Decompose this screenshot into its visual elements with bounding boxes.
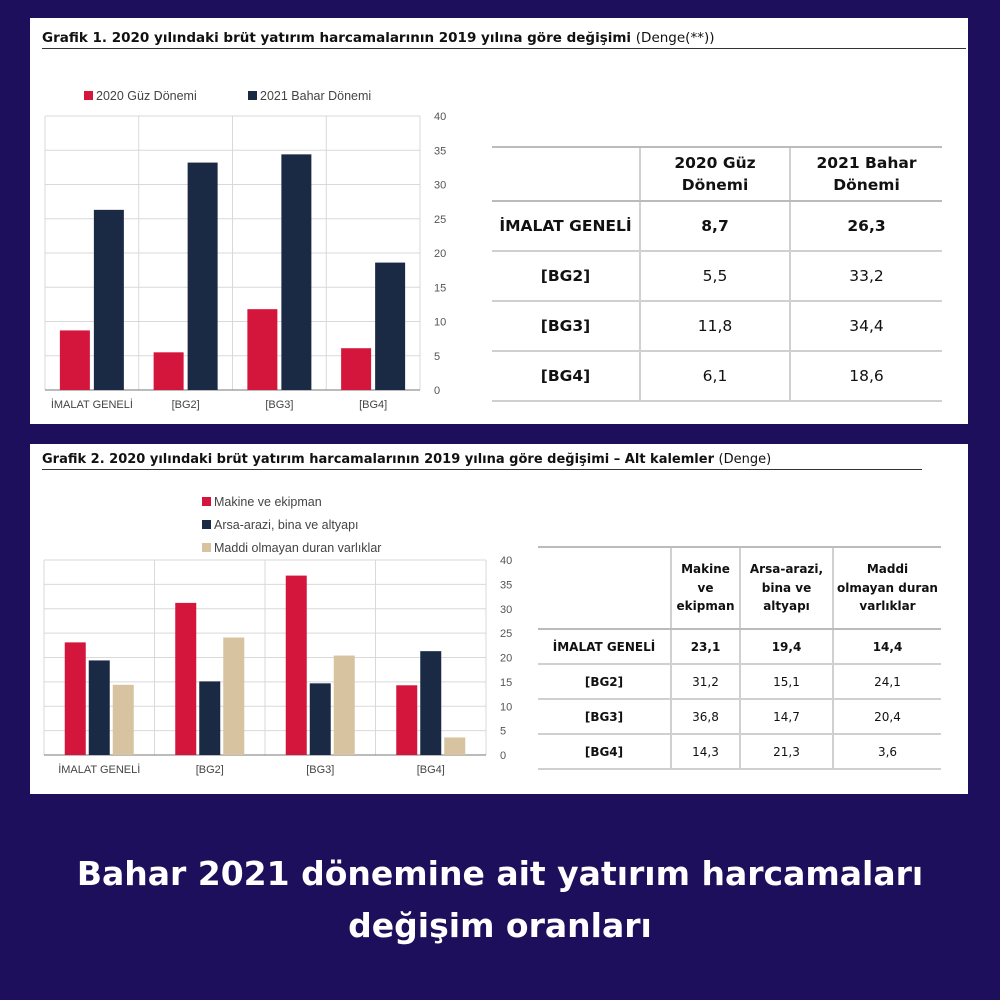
y-tick-label: 30	[434, 179, 447, 192]
y-tick-label: 35	[434, 145, 447, 158]
table-cell: 14,4	[833, 629, 941, 664]
x-tick-label: [BG3]	[265, 399, 294, 411]
row-label: [BG3]	[492, 301, 640, 351]
y-tick-label: 15	[500, 676, 513, 689]
table-row	[492, 201, 942, 251]
bar	[65, 642, 86, 755]
table-header: Maddi olmayan duran varlıklar	[833, 547, 941, 629]
y-tick-label: 5	[500, 725, 507, 738]
table-header-row	[492, 147, 942, 201]
row-label: [BG2]	[538, 664, 671, 699]
table-cell: 31,2	[671, 664, 740, 699]
table-cell: 3,6	[833, 734, 941, 769]
caption	[0, 848, 1000, 952]
row-label: İMALAT GENELİ	[538, 629, 671, 664]
table-row	[538, 629, 941, 664]
chart-panel-1	[30, 18, 968, 424]
x-tick-label: [BG4]	[359, 399, 388, 411]
x-tick-label: İMALAT GENELİ	[58, 764, 141, 776]
legend-swatch	[202, 543, 211, 552]
table-header-row	[538, 547, 941, 629]
table-cell: 23,1	[671, 629, 740, 664]
bar	[60, 330, 90, 390]
x-tick-label: İMALAT GENELİ	[50, 399, 133, 411]
y-tick-label: 15	[434, 282, 447, 295]
y-tick-label: 35	[500, 579, 513, 592]
bar	[113, 685, 134, 755]
bar	[334, 656, 355, 755]
legend-swatch	[84, 91, 93, 100]
bar	[154, 352, 184, 390]
table-cell: 24,1	[833, 664, 941, 699]
table-header-empty	[538, 547, 671, 629]
table-cell: 34,4	[790, 301, 942, 351]
row-label: [BG3]	[538, 699, 671, 734]
row-label: [BG4]	[538, 734, 671, 769]
table-header: 2021 Bahar Dönemi	[790, 147, 942, 201]
table-row	[538, 734, 941, 769]
y-tick-label: 10	[500, 701, 513, 714]
chart-panel-2	[30, 444, 968, 794]
table-cell: 26,3	[790, 201, 942, 251]
chart-2-title: Grafik 2. 2020 yılındaki brüt yatırım harcamalarının 2019 yılına göre değişimi – Alt kalemler (Denge)	[42, 452, 922, 470]
bar	[188, 163, 218, 390]
y-tick-label: 0	[500, 750, 507, 762]
chart-1-title: Grafik 1. 2020 yılındaki brüt yatırım harcamalarının 2019 yılına göre değişimi (Denge(**))	[42, 30, 966, 49]
bar	[375, 263, 405, 390]
row-label: [BG4]	[492, 351, 640, 401]
bar	[89, 660, 110, 755]
y-tick-label: 25	[500, 628, 513, 641]
legend-swatch	[202, 497, 211, 506]
chart-2-svg	[30, 444, 530, 794]
bar	[310, 683, 331, 755]
table-cell: 5,5	[640, 251, 790, 301]
chart-2-table	[538, 546, 941, 770]
y-tick-label: 40	[434, 111, 447, 123]
x-tick-label: [BG4]	[416, 764, 445, 776]
table-header: 2020 Güz Dönemi	[640, 147, 790, 201]
legend-label: 2020 Güz Dönemi	[96, 89, 197, 103]
table-cell: 36,8	[671, 699, 740, 734]
table-row	[492, 351, 942, 401]
y-tick-label: 20	[434, 248, 447, 260]
row-label: [BG2]	[492, 251, 640, 301]
bar	[175, 603, 196, 755]
table-header: Makine ve ekipman	[671, 547, 740, 629]
table-cell: 11,8	[640, 301, 790, 351]
bar	[223, 638, 244, 755]
table-row	[492, 251, 942, 301]
table-cell: 8,7	[640, 201, 790, 251]
table-cell: 20,4	[833, 699, 941, 734]
table-cell: 15,1	[740, 664, 833, 699]
table-cell: 21,3	[740, 734, 833, 769]
table-header-empty	[492, 147, 640, 201]
legend-swatch	[248, 91, 257, 100]
caption-line-2: değişim oranları	[348, 906, 652, 945]
bar	[396, 685, 417, 755]
bar	[420, 651, 441, 755]
caption-line-1: Bahar 2021 dönemine ait yatırım harcamaları	[76, 854, 924, 893]
y-tick-label: 25	[434, 213, 447, 226]
x-tick-label: [BG2]	[195, 764, 224, 776]
table-row	[538, 664, 941, 699]
y-tick-label: 40	[500, 555, 513, 567]
y-tick-label: 20	[500, 652, 513, 665]
chart-1-table	[492, 146, 942, 402]
bar	[281, 154, 311, 390]
legend-label: Maddi olmayan duran varlıklar	[214, 541, 382, 555]
y-tick-label: 5	[434, 350, 441, 363]
table-cell: 33,2	[790, 251, 942, 301]
bar	[286, 576, 307, 755]
legend-label: Arsa-arazi, bina ve altyapı	[214, 518, 359, 532]
row-label: İMALAT GENELİ	[492, 201, 640, 251]
bar	[199, 681, 220, 755]
table-cell: 19,4	[740, 629, 833, 664]
bar	[247, 309, 277, 390]
legend-swatch	[202, 520, 211, 529]
table-cell: 14,7	[740, 699, 833, 734]
y-tick-label: 30	[500, 603, 513, 616]
y-tick-label: 0	[434, 385, 441, 397]
table-row	[492, 301, 942, 351]
x-tick-label: [BG3]	[306, 764, 335, 776]
table-header: Arsa-arazi, bina ve altyapı	[740, 547, 833, 629]
table-cell: 6,1	[640, 351, 790, 401]
y-tick-label: 10	[434, 316, 447, 329]
legend-label: 2021 Bahar Dönemi	[260, 89, 372, 103]
legend-label: Makine ve ekipman	[214, 495, 322, 509]
bar	[94, 210, 124, 390]
table-cell: 18,6	[790, 351, 942, 401]
bar	[444, 737, 465, 755]
table-cell: 14,3	[671, 734, 740, 769]
table-row	[538, 699, 941, 734]
bar	[341, 348, 371, 390]
x-tick-label: [BG2]	[171, 399, 200, 411]
chart-1-svg	[30, 18, 490, 424]
